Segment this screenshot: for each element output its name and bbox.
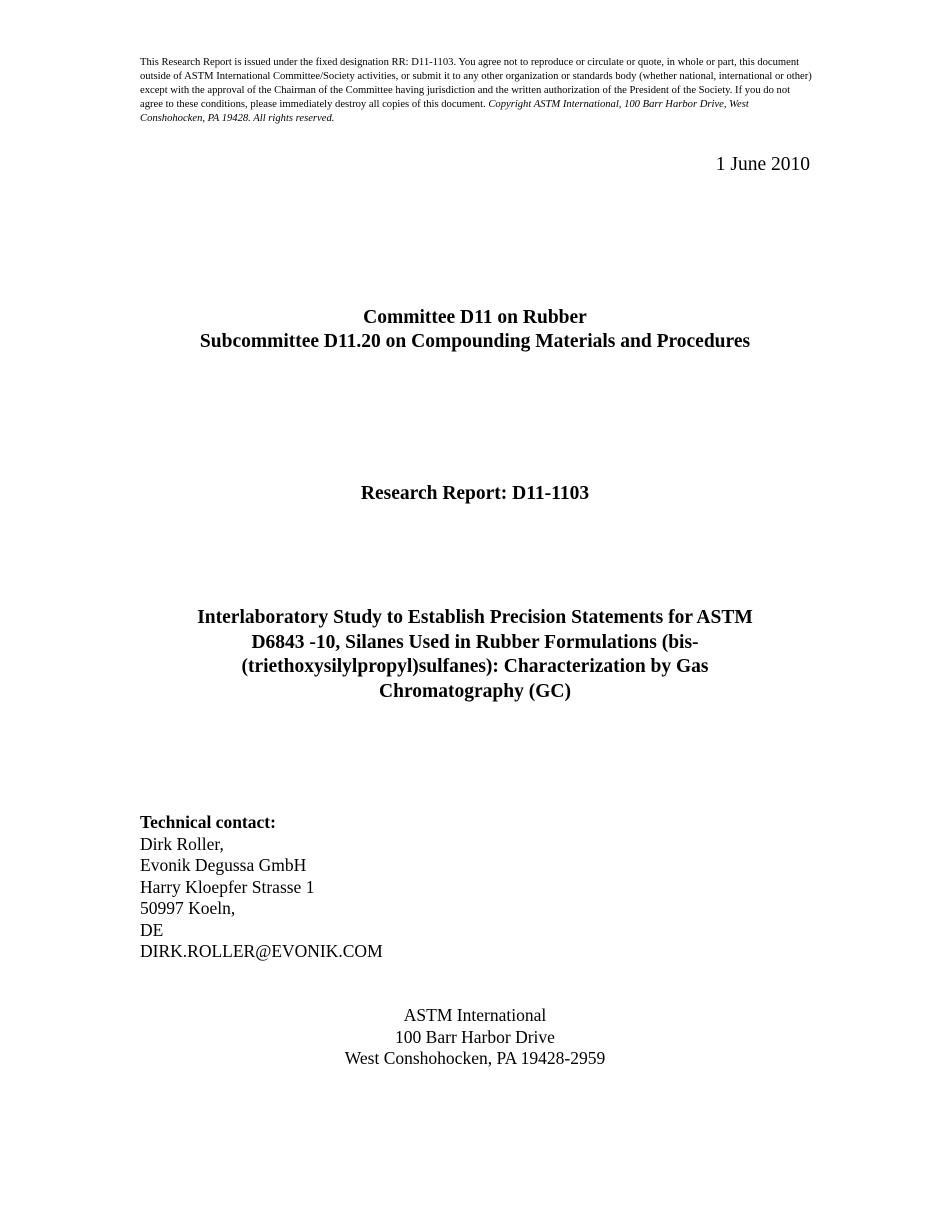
- study-title-line: Interlaboratory Study to Establish Precision Statements for ASTM: [197, 607, 753, 628]
- subcommittee-name: Subcommittee D11.20 on Compounding Materials and Procedures: [199, 331, 751, 352]
- study-title: [140, 606, 810, 704]
- technical-contact: [140, 812, 383, 963]
- contact-label: Technical contact:: [140, 812, 276, 832]
- contact-company: Evonik Degussa GmbH: [140, 855, 307, 875]
- committee-heading: [140, 306, 810, 354]
- study-title-line: (triethoxysilylpropyl)sulfanes): Characterization by Gas: [241, 656, 709, 677]
- astm-address: [140, 1005, 810, 1070]
- address-city: West Conshohocken, PA 19428-2959: [344, 1048, 606, 1068]
- notice-text: This Research Report is issued under the fixed designation RR: D11-1103. You agree not to reproduce or circulate or quote, in whole or part, this document outside of ASTM International Committee/Society activities, or submit it to any other organization or standards body (whether national, international or other) except with the approval of the Chairman of the Committee having jurisdiction and the written authorization of the President of the Society. If you do not agree to these conditions, please immediately destroy all copies of this document.: [140, 57, 812, 110]
- copyright-text: Copyright ASTM International, 100 Barr Harbor Drive, West Conshohocken, PA 19428. All rights reserved.: [140, 99, 749, 124]
- report-number: Research Report: D11-1103: [360, 483, 590, 504]
- study-title-line: D6843 -10, Silanes Used in Rubber Formulations (bis-: [251, 631, 699, 653]
- study-title-line: Chromatography (GC): [379, 680, 571, 702]
- report-date: 1 June 2010: [715, 154, 810, 175]
- contact-country: DE: [140, 919, 164, 940]
- contact-email: DIRK.ROLLER@EVONIK.COM: [140, 941, 383, 961]
- usage-notice: [140, 56, 812, 126]
- contact-street: Harry Kloepfer Strasse 1: [140, 876, 315, 897]
- contact-city: 50997 Koeln,: [140, 898, 236, 918]
- contact-name: Dirk Roller,: [140, 833, 224, 854]
- committee-name: Committee D11 on Rubber: [363, 307, 587, 328]
- address-street: 100 Barr Harbor Drive: [395, 1026, 555, 1047]
- address-org: ASTM International: [403, 1005, 547, 1025]
